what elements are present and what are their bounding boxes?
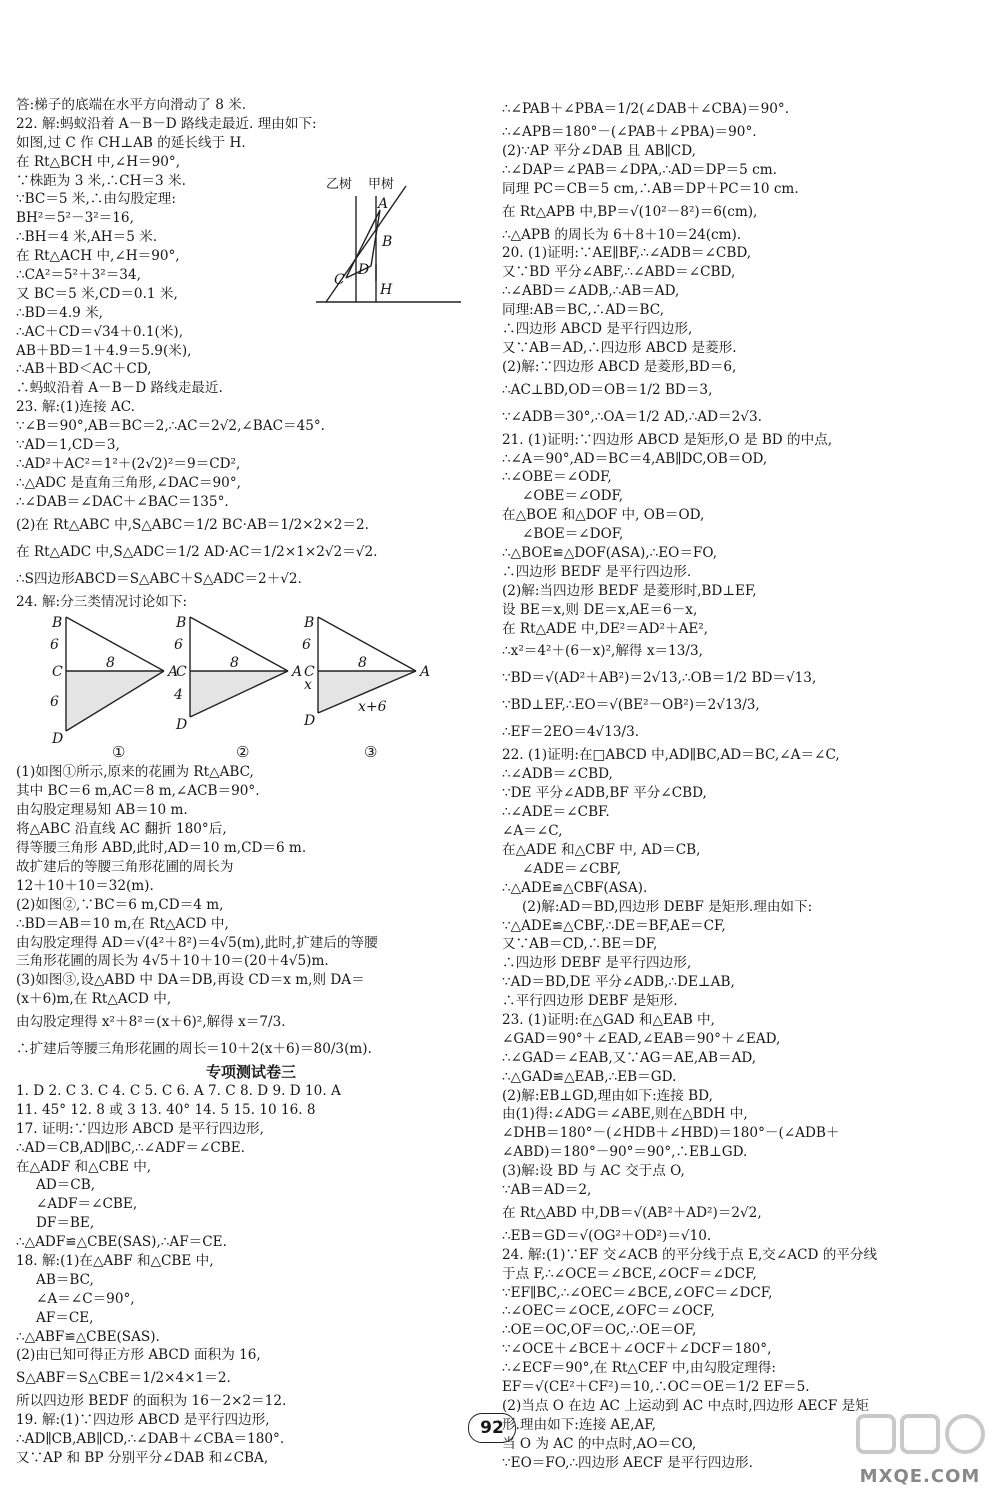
left-column-line: ∠ADF＝∠CBE,	[36, 1196, 138, 1213]
left-column-line: ∴S四边形ABCD＝S△ABC＋S△ADC＝2＋√2.	[16, 570, 302, 587]
left-column-line: (1)如图①所示,原来的花圃为 Rt△ABC,	[16, 764, 254, 781]
left-column-line: ∵AD＝1,CD＝3,	[16, 437, 120, 454]
left-column-line: 1. D 2. C 3. C 4. C 5. C 6. A 7. C 8. D 9. D 10. A	[16, 1082, 341, 1099]
right-column-line: ∴∠ADE＝∠CBF.	[502, 804, 610, 821]
right-column-line: ∴四边形 DEBF 是平行四边形,	[502, 955, 692, 972]
right-column-line: ∵∠OCE＋∠BCE＋∠OCF＋∠DCF＝180°,	[502, 1341, 772, 1358]
left-column-line: ∴△ADC 是直角三角形,∠DAC＝90°,	[16, 474, 241, 491]
left-column-line: ∴AC＋CD＝√34＋0.1(米),	[16, 323, 184, 340]
left-column-line: 由勾股定理易知 AB＝10 m.	[16, 802, 188, 819]
watermark-text: MXQE.COM	[859, 1466, 981, 1487]
left-column-line: 将△ABC 沿直线 AC 翻折 180°后,	[16, 821, 227, 838]
right-column-line: ∵EF∥BC,∴∠OEC＝∠BCE,∠OFC＝∠DCF,	[502, 1284, 773, 1301]
right-column-line: ∴EF＝2EO＝4√13/3.	[502, 724, 640, 741]
triangle-2-label-c: C	[176, 664, 187, 681]
triangle-3-label-b: B	[304, 615, 315, 632]
left-column-line: ∴BD＝AB＝10 m,在 Rt△ACD 中,	[16, 915, 229, 932]
left-column-line: 三角形花圃的周长为 4√5＋10＋10＝(20＋4√5)m.	[16, 953, 329, 970]
right-column-line: 在△ADE 和△CBF 中, AD＝CB,	[502, 841, 701, 858]
tree-label-yi: 乙树	[326, 177, 353, 192]
left-column-line: ∴AD＝CB,AD∥BC,∴∠ADF＝∠CBE.	[16, 1139, 245, 1156]
left-column-line: ∴△ADF≌△CBE(SAS),∴AF＝CE.	[16, 1234, 227, 1251]
page-number: 92	[468, 1413, 516, 1443]
left-column-line: BH²＝5²－3²＝16,	[16, 210, 134, 227]
left-column-line: 故扩建后的等腰三角形花圃的周长为	[16, 858, 234, 875]
triangle-1-label-d: D	[52, 731, 64, 748]
right-column-line: ∴∠DAP＝∠PAB＝∠DPA,∴AD＝DP＝5 cm.	[502, 161, 777, 178]
right-column-line: ∴∠GAD＝∠EAB,又∵AG＝AE,AB＝AD,	[502, 1049, 757, 1066]
right-column-line: 20. (1)证明:∵AE∥BF,∴∠ADB＝∠CBD,	[502, 245, 752, 262]
triangle-3-label-d: D	[304, 713, 316, 730]
triangle-1-label-ca: 8	[106, 655, 115, 672]
right-column-line: 当 O 为 AC 的中点时,AO＝CO,	[502, 1435, 697, 1452]
right-column-line: ∴∠OEC＝∠OCE,∠OFC＝∠OCF,	[502, 1303, 715, 1320]
right-column-line: ∵DE 平分∠ADB,BF 平分∠CBD,	[502, 785, 707, 802]
left-column-line: 在 Rt△ACH 中,∠H＝90°,	[16, 248, 180, 265]
left-column-line: (3)如图③,设△ABD 中 DA＝DB,再设 CD＝x m,则 DA＝	[16, 972, 365, 989]
right-column-line: 于点 F,∴∠OCE＝∠BCE,∠OCF＝∠DCF,	[502, 1265, 757, 1282]
triangle-1-label-c: C	[52, 664, 63, 681]
triangle-3-label-a: A	[420, 664, 431, 681]
triangle-2-label-b: B	[176, 615, 187, 632]
left-column-line: ∴扩建后等腰三角形花圃的周长＝10＋2(x＋6)＝80/3(m).	[16, 1041, 372, 1058]
right-column-line: (2)解:∵四边形 ABCD 是菱形,BD＝6,	[502, 358, 737, 375]
right-column-line: (3)解:设 BD 与 AC 交于点 O,	[502, 1163, 685, 1180]
right-column-line: ∴四边形 ABCD 是平行四边形,	[502, 321, 693, 338]
right-column-line: ∴EB＝GD＝√(OG²＋OD²)＝√10.	[502, 1227, 712, 1244]
left-column-line: 又 BC＝5 米,CD＝0.1 米,	[16, 285, 178, 302]
left-column-line: 如图,过 C 作 CH⊥AB 的延长线于 H.	[16, 134, 246, 151]
triangle-2-label-a: A	[292, 664, 303, 681]
right-column-line: ∵∠ADB＝30°,∴OA＝1/2 AD,∴AD＝2√3.	[502, 408, 762, 425]
left-column-line: ∴AD²＋AC²＝1²＋(2√2)²＝9＝CD²,	[16, 455, 241, 472]
left-column-line: ∴AB＋BD＜AC＋CD,	[16, 361, 152, 378]
left-column-line: AB＝BC,	[36, 1271, 94, 1288]
left-column-line: ∴∠DAB＝∠DAC＋∠BAC＝135°.	[16, 493, 229, 510]
left-column-line: AB＋BD＝1＋4.9＝5.9(米),	[16, 342, 192, 359]
point-b-label: B	[382, 234, 393, 250]
left-column-line: ∴△ABF≌△CBE(SAS).	[16, 1328, 160, 1345]
left-column-line: 由勾股定理得 x²＋8²＝(x＋6)²,解得 x＝7/3.	[16, 1014, 286, 1031]
right-column-line: (2)解:AD＝BD,四边形 DEBF 是矩形.理由如下:	[522, 898, 813, 915]
right-column-line: ∠BOE＝∠DOF,	[522, 526, 624, 543]
left-column-line: 所以四边形 BEDF 的面积为 16－2×2＝12.	[16, 1393, 287, 1410]
right-column-line: ∠A＝∠C,	[502, 823, 563, 840]
right-column-line: ∵△ADE≌△CBF,∴DE＝BF,AE＝CF,	[502, 917, 726, 934]
right-column-line: ∴AC⊥BD,OD＝OB＝1/2 BD＝3,	[502, 381, 713, 398]
tree-label-jia: 甲树	[368, 177, 395, 192]
right-column-line: ∠OBE＝∠ODF,	[522, 488, 624, 505]
left-column-line: ∵∠B＝90°,AB＝BC＝2,∴AC＝2√2,∠BAC＝45°.	[16, 418, 325, 435]
triangle-3-caption: ③	[364, 743, 378, 762]
left-column-line: 24. 解:分三类情况讨论如下:	[16, 593, 188, 610]
right-column	[502, 96, 992, 1472]
right-column-line: EF＝√(CE²＋CF²)＝10,∴OC＝OE＝1/2 EF＝5.	[502, 1378, 810, 1395]
left-column-line: 在 Rt△BCH 中,∠H＝90°,	[16, 153, 181, 170]
triangle-2-edge-ab	[190, 617, 288, 671]
right-column-line: ∴四边形 BEDF 是平行四边形.	[502, 563, 692, 580]
left-column-line: ∴BD＝4.9 米,	[16, 304, 103, 321]
right-column-line: 设 BE＝x,则 DE＝x,AE＝6－x,	[502, 601, 698, 618]
right-column-line: 22. (1)证明:在□ABCD 中,AD∥BC,AD＝BC,∠A＝∠C,	[502, 747, 840, 764]
right-column-line: ∴∠ECF＝90°,在 Rt△CEF 中,由勾股定理得:	[502, 1360, 777, 1377]
figure-triangles	[16, 611, 486, 763]
left-column-line: 18. 解:(1)在△ABF 和△CBE 中,	[16, 1252, 214, 1269]
left-column-line: ∴AD∥CB,AB∥CD,∴∠DAB＋∠CBA＝180°.	[16, 1431, 285, 1448]
triangle-1-caption: ①	[112, 743, 126, 762]
triangle-2-caption: ②	[236, 743, 250, 762]
right-column-line: ∵BD⊥EF,∴EO＝√(BE²－OB²)＝2√13/3,	[502, 697, 760, 714]
triangle-2-label-cd: 4	[174, 687, 183, 704]
triangle-2-label-d: D	[176, 717, 188, 734]
right-column-line: (2)解:当四边形 BEDF 是菱形时,BD⊥EF,	[502, 582, 757, 599]
right-column-line: ∴△ADE≌△CBF(ASA).	[502, 879, 648, 896]
left-column-line: 23. 解:(1)连接 AC.	[16, 399, 135, 416]
left-column-line: ∵株距为 3 米,∴CH＝3 米.	[16, 172, 186, 189]
left-column-line: ∵BC＝5 米,∴由勾股定理:	[16, 191, 176, 208]
right-column-line: ∵EO＝FO,∴四边形 AECF 是平行四边形.	[502, 1454, 753, 1471]
left-column-line: ∴CA²＝5²＋3²＝34,	[16, 267, 141, 284]
point-d-label: D	[358, 262, 370, 278]
right-column-line: ∴∠A＝90°,AD＝BC＝4,AB∥DC,OB＝OD,	[502, 450, 768, 467]
point-h-label: H	[380, 282, 393, 298]
right-column-line: 在 Rt△APB 中,BP＝√(10²－8²)＝6(cm),	[502, 203, 758, 220]
right-column-line: ∴OE＝OC,OF＝OC,∴OE＝OF,	[502, 1322, 697, 1339]
right-column-line: ∵AB＝AD＝2,	[502, 1181, 592, 1198]
right-column-line: (2)∵AP 平分∠DAB 且 AB∥CD,	[502, 142, 696, 159]
figure-triangles-svg	[16, 611, 486, 763]
triangle-1-label-a: A	[168, 664, 179, 681]
triangle-2-label-ca: 8	[230, 655, 239, 672]
right-column-line: 形.理由如下:连接 AE,AF,	[502, 1416, 656, 1433]
right-column-line: ∴∠PAB＋∠PBA＝1/2(∠DAB＋∠CBA)＝90°.	[502, 101, 790, 117]
right-column-line: ∴△GAD≌△EAB,∴EB＝GD.	[502, 1068, 677, 1085]
figure-trees	[296, 166, 466, 312]
triangle-1-label-cd: 6	[50, 694, 59, 711]
left-column-line: 专项测试卷三	[205, 1063, 296, 1082]
left-column-line: (2)在 Rt△ABC 中,S△ABC＝1/2 BC·AB＝1/2×2×2＝2.	[16, 516, 369, 533]
triangle-3-edge-ab	[318, 617, 416, 671]
triangle-1-label-b: B	[52, 615, 63, 632]
triangle-3-label-c: C	[304, 664, 315, 681]
left-column-line: 又∵AP 和 BP 分别平分∠DAB 和∠CBA,	[16, 1449, 269, 1466]
left-column-line: 得等腰三角形 ABD,此时,AD＝10 m,CD＝6 m.	[16, 840, 307, 857]
figure-trees-svg	[296, 166, 466, 306]
left-column-line: AD＝CB,	[36, 1177, 96, 1194]
right-column-line: 又∵AB＝AD,∴四边形 ABCD 是菱形.	[502, 339, 737, 356]
right-column-line: ∠DHB＝180°－(∠HDB＋∠HBD)＝180°－(∠ADB＋	[502, 1125, 840, 1142]
right-column-line: ∴△APB 的周长为 6＋8＋10＝24(cm).	[502, 226, 742, 243]
right-column-line: 同理 PC＝CB＝5 cm,∴AB＝DP＋PC＝10 cm.	[502, 180, 799, 197]
right-column-line: ∴x²＝4²＋(6－x)²,解得 x＝13/3,	[502, 643, 703, 660]
right-column-line: ∵BD＝√(AD²＋AB²)＝2√13,∴OB＝1/2 BD＝√13,	[502, 670, 817, 687]
left-column-line: (x＋6)m,在 Rt△ACD 中,	[16, 991, 172, 1008]
left-column-line: (2)如图②,∵BC＝6 m,CD＝4 m,	[16, 896, 224, 913]
left-column-line: ∠A＝∠C＝90°,	[36, 1290, 135, 1307]
triangle-1-label-bc: 6	[50, 637, 59, 654]
left-column-line: 19. 解:(1)∵四边形 ABCD 是平行四边形,	[16, 1412, 270, 1429]
right-column-line: ∠ADE＝∠CBF,	[522, 860, 622, 877]
point-a-label: A	[378, 196, 389, 212]
triangle-2-label-bc: 6	[174, 637, 183, 654]
right-column-line: 在 Rt△ADE 中,DE²＝AD²＋AE²,	[502, 620, 709, 637]
left-column-line: 22. 解:蚂蚁沿着 A－B－D 路线走最近. 理由如下:	[16, 115, 317, 132]
right-column-line: ∴∠ADB＝∠CBD,	[502, 766, 613, 783]
triangle-3-label-ca: 8	[358, 655, 367, 672]
right-column-line: 又∵BD 平分∠ABF,∴∠ABD＝∠CBD,	[502, 264, 736, 281]
left-column-line: 12＋10＋10＝32(m).	[16, 877, 154, 894]
right-column-line: 23. (1)证明:在△GAD 和△EAB 中,	[502, 1011, 715, 1028]
right-column-line: 由(1)得:∠ADG＝∠ABE,则在△BDH 中,	[502, 1106, 748, 1123]
left-column-line: DF＝BE,	[36, 1215, 95, 1232]
right-column-line: (2)当点 O 在边 AC 上运动到 AC 中点时,四边形 AECF 是矩	[502, 1397, 869, 1414]
point-c-label: C	[334, 272, 345, 288]
right-column-line: ∠GAD＝90°＋∠EAD,∠EAB＝90°＋∠EAD,	[502, 1030, 781, 1047]
left-column-line: ∴BH＝4 米,AH＝5 米.	[16, 229, 158, 246]
left-column	[16, 96, 486, 1468]
right-column-line: 又∵AB＝CD,∴BE＝DF,	[502, 936, 658, 953]
left-column-line: 11. 45° 12. 8 或 3 13. 40° 14. 5 15. 10 16. 8	[16, 1101, 316, 1118]
right-column-line: ∵AD＝BD,DE 平分∠ADB,∴DE⊥AB,	[502, 974, 735, 991]
left-column-line: AF＝CE,	[36, 1309, 94, 1326]
right-column-line: ∠ABD)＝180°－90°＝90°,∴EB⊥GD.	[502, 1144, 748, 1161]
right-column-line: ∴∠ABD＝∠ADB,∴AB＝AD,	[502, 283, 680, 300]
left-column-line: (2)由已知可得正方形 ABCD 面积为 16,	[16, 1347, 261, 1364]
right-column-line: 在△BOE 和△DOF 中, OB＝OD,	[502, 507, 705, 524]
left-column-line: 17. 证明:∵四边形 ABCD 是平行四边形,	[16, 1120, 264, 1137]
right-column-line: 在 Rt△ABD 中,DB＝√(AB²＋AD²)＝2√2,	[502, 1204, 762, 1221]
triangle-3-label-x-plus-6: x+6	[358, 699, 387, 716]
left-column-line: 在 Rt△ADC 中,S△ADC＝1/2 AD·AC＝1/2×1×2√2＝√2.	[16, 543, 378, 560]
triangle-1-edge-ab	[66, 617, 164, 671]
triangle-3-label-x: x	[304, 677, 312, 694]
left-column-line: 其中 BC＝6 m,AC＝8 m,∠ACB＝90°.	[16, 783, 260, 800]
triangle-3-label-bc: 6	[302, 637, 311, 654]
right-column-line: 21. (1)证明:∵四边形 ABCD 是矩形,O 是 BD 的中点,	[502, 431, 833, 448]
right-column-line: ∴∠APB＝180°－(∠PAB＋∠PBA)＝90°.	[502, 124, 757, 140]
left-column-line: S△ABF＝S△CBE＝1/2×4×1＝2.	[16, 1370, 231, 1387]
right-column-line: 同理:AB＝BC,∴AD＝BC,	[502, 302, 665, 319]
right-column-line: (2)解:EB⊥GD,理由如下:连接 BD,	[502, 1087, 713, 1104]
left-column-line: 答:梯子的底端在水平方向滑动了 8 米.	[16, 97, 247, 113]
right-column-line: ∴平行四边形 DEBF 是矩形.	[502, 993, 678, 1010]
left-column-line: ∴蚂蚁沿着 A－B－D 路线走最近.	[16, 380, 223, 397]
left-column-line: 由勾股定理得 AD＝√(4²＋8²)＝4√5(m),此时,扩建后的等腰	[16, 934, 378, 951]
right-column-line: ∴△BOE≌△DOF(ASA),∴EO＝FO,	[502, 545, 718, 562]
right-column-line: 24. 解:(1)∵EF 交∠ACB 的平分线于点 E,交∠ACD 的平分线	[502, 1246, 878, 1263]
right-column-line: ∴∠OBE＝∠ODF,	[502, 469, 612, 486]
left-column-line: 在△ADF 和△CBE 中,	[16, 1158, 152, 1175]
